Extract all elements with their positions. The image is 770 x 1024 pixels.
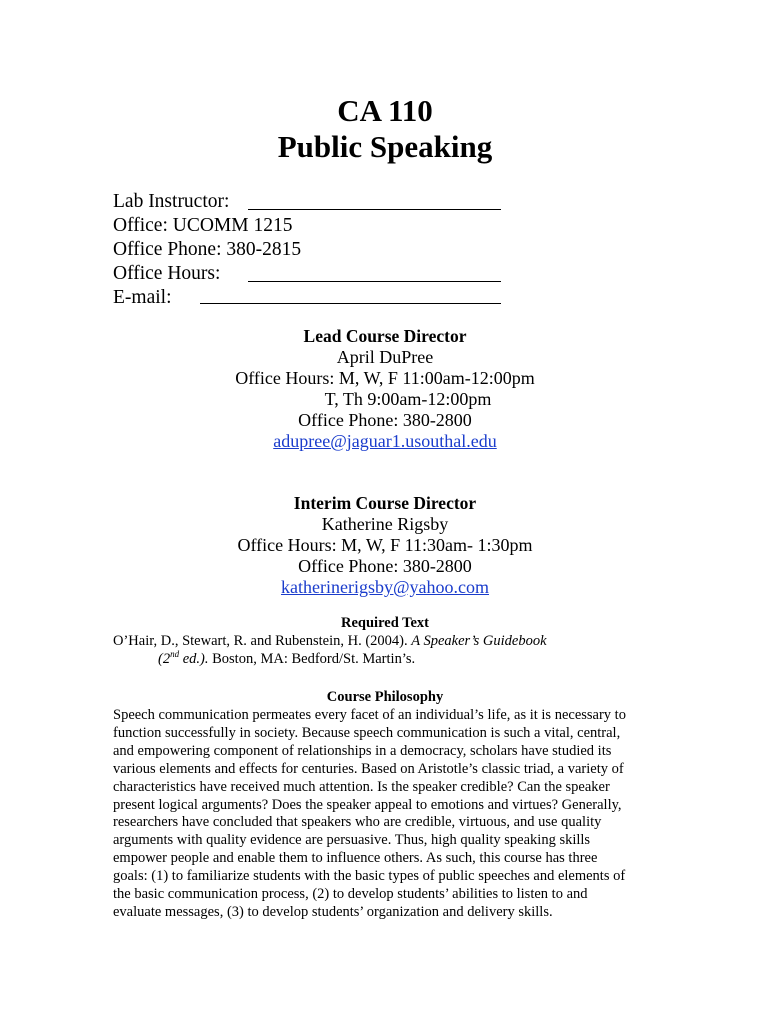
interim-director-phone: Office Phone: 380-2800 xyxy=(298,556,472,576)
interim-director-name: Katherine Rigsby xyxy=(321,514,449,534)
lead-director-phone: Office Phone: 380-2800 xyxy=(298,410,472,430)
paragraph-line: the basic communication process, (2) to develop students’ abilities to listen to and xyxy=(113,886,588,903)
course-name: Public Speaking xyxy=(277,129,493,164)
lead-director-name: April DuPree xyxy=(336,347,434,367)
philosophy-heading: Course Philosophy xyxy=(326,689,444,705)
paragraph-line: arguments with quality evidence are persuasive. Thus, high quality speaking skills xyxy=(113,832,591,849)
paragraph-line: evaluate messages, (3) to develop students’ organization and delivery skills. xyxy=(113,903,553,920)
office-phone: Office Phone: 380-2815 xyxy=(113,239,302,260)
lead-director-hours: Office Hours: M, W, F 11:00am-12:00pm xyxy=(235,368,535,388)
paragraph-line: empower people and enable them to influence others. As such, this course has three xyxy=(113,850,598,867)
philosophy-paragraph xyxy=(113,707,658,922)
interim-director-hours: Office Hours: M, W, F 11:30am- 1:30pm xyxy=(237,535,533,555)
paragraph-line: researchers have concluded that speakers who are credible, virtuous, and use quality xyxy=(113,814,602,831)
lead-director-email-link[interactable]: adupree@jaguar1.usouthal.edu xyxy=(273,431,497,451)
citation-line-2 xyxy=(158,650,415,668)
citation-authors: O’Hair, D., Stewart, R. and Rubenstein, H. (2004). xyxy=(113,633,412,649)
paragraph-line: and empowering component of relationships in a democracy, scholars have studied its xyxy=(113,742,612,759)
lab-instructor-label: Lab Instructor: xyxy=(113,191,230,212)
required-text-heading: Required Text xyxy=(341,615,429,631)
email-blank xyxy=(200,302,501,304)
office-location: Office: UCOMM 1215 xyxy=(113,215,293,236)
book-title: A Speaker’s Guidebook xyxy=(411,633,547,649)
office-hours-blank xyxy=(248,280,501,282)
book-edition: (2nd ed.). xyxy=(158,649,209,667)
paragraph-line: present logical arguments? Does the speaker appeal to emotions and virtues? Generally, xyxy=(113,796,622,813)
lab-instructor-blank xyxy=(248,208,501,210)
paragraph-line: various elements and effects for centuries. Based on Aristotle’s classic triad, a variety of xyxy=(113,760,624,777)
course-code: CA 110 xyxy=(337,93,433,128)
paragraph-line: goals: (1) to familiarize students with the basic types of public speeches and elements of xyxy=(113,868,626,885)
paragraph-line: characteristics have received much attention. Is the speaker credible? Can the speaker xyxy=(113,778,610,795)
citation-line-1 xyxy=(113,632,547,650)
office-hours-label: Office Hours: xyxy=(113,263,221,284)
lead-director-heading: Lead Course Director xyxy=(303,326,467,346)
interim-director-email-link[interactable]: katherinerigsby@yahoo.com xyxy=(280,577,490,597)
lead-director-hours-2: T, Th 9:00am-12:00pm xyxy=(324,389,492,409)
paragraph-line: Speech communication permeates every facet of an individual’s life, as it is necessary to xyxy=(113,707,626,723)
paragraph-line: function successfully in society. Because speech communication is such a vital, central, xyxy=(113,724,621,741)
email-label: E-mail: xyxy=(113,287,172,308)
interim-director-heading: Interim Course Director xyxy=(293,493,477,513)
book-publisher: Boston, MA: Bedford/St. Martin’s. xyxy=(208,651,416,667)
